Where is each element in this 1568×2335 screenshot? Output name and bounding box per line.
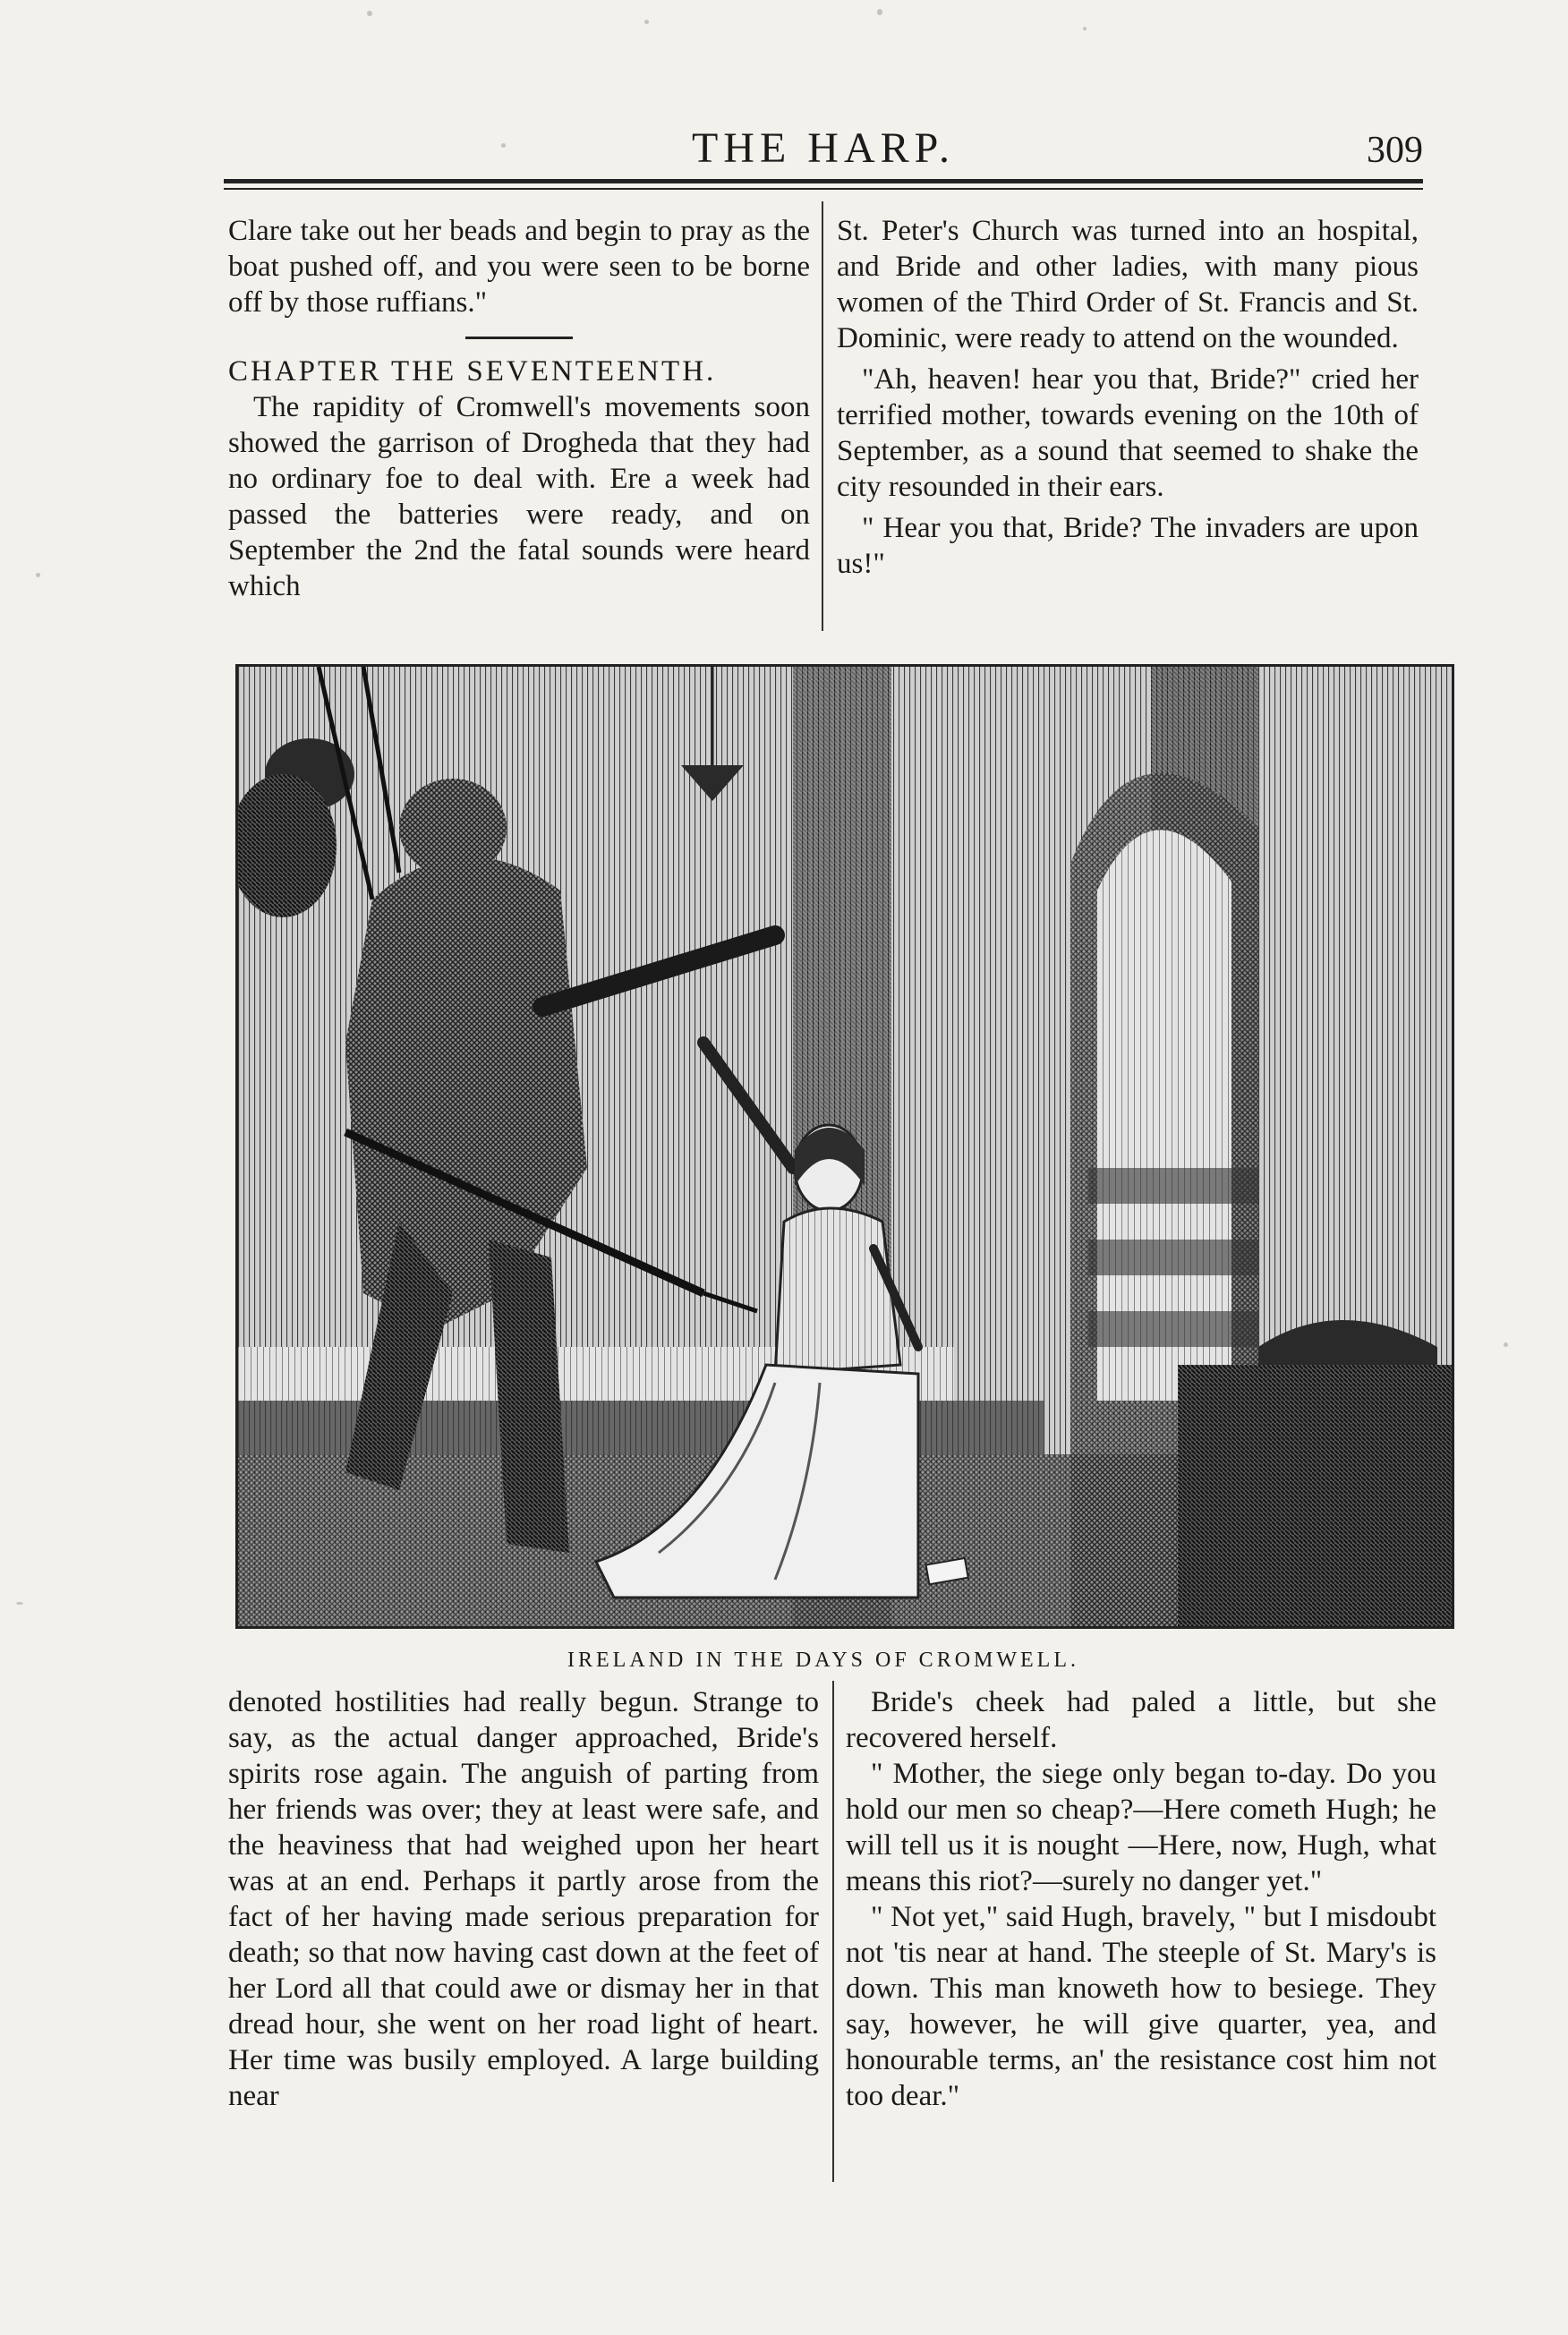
print-speck — [1083, 27, 1087, 30]
column-divider — [822, 201, 823, 631]
print-speck — [16, 1602, 23, 1605]
top-left-column — [228, 213, 810, 604]
paragraph: " Mother, the siege only began to-day. Do you hold our men so cheap?—Here cometh Hugh; he will tell us it is nought —Here, now, Hugh, what means this riot?—surely no danger yet." — [846, 1758, 1436, 1897]
paragraph: " Not yet," said Hugh, bravely, " but I misdoubt not 'tis near at hand. The steeple of St. Mary's is down. This man knoweth how to besiege. They say, however, he will give quarter, yea, and honourable terms, an' the resistance cost him not too dear." — [846, 1901, 1436, 2112]
print-speck — [1504, 1342, 1508, 1347]
paragraph: Clare take out her beads and begin to pray as the boat pushed off, and you were seen to be borne off by those ruffians." — [228, 215, 810, 319]
bottom-right-column — [846, 1684, 1436, 2114]
print-speck — [644, 20, 649, 24]
chapter-heading: CHAPTER THE SEVENTEENTH. — [228, 355, 717, 388]
header-rule-thin — [224, 188, 1423, 190]
engraving-illustration — [235, 664, 1454, 1629]
print-speck — [367, 11, 372, 16]
paragraph: The rapidity of Cromwell's movements soon showed the garrison of Drogheda that they had no ordinary foe to deal with. Ere a week had passed the batteries were ready, and on September the 2nd the fatal sounds were heard which — [228, 391, 810, 602]
header-rule — [224, 179, 1423, 183]
section-divider — [465, 337, 573, 339]
page-number: 309 — [1367, 130, 1423, 171]
print-speck — [36, 573, 40, 577]
top-right-column — [837, 213, 1419, 582]
paragraph: Bride's cheek had paled a little, but she recovered herself. — [846, 1686, 1436, 1754]
illustration-caption: IRELAND IN THE DAYS OF CROMWELL. — [567, 1649, 1079, 1672]
running-header — [224, 116, 1423, 179]
print-speck — [877, 9, 882, 15]
paragraph: "Ah, heaven! hear you that, Bride?" cried her terrified mother, towards evening on the 10th of September, as a sound that seemed to shake the city resounded in their ears. — [837, 363, 1419, 503]
bottom-left-column — [228, 1684, 819, 2114]
running-title: THE HARP. — [691, 124, 956, 172]
paragraph: " Hear you that, Bride? The invaders are upon us!" — [837, 512, 1419, 580]
paragraph: St. Peter's Church was turned into an hospital, and Bride and other ladies, with many pious women of the Third Order of St. Francis and St. Dominic, were ready to attend on the wounded. — [837, 215, 1419, 354]
column-divider — [832, 1681, 834, 2182]
paragraph: denoted hostilities had really begun. Strange to say, as the actual danger approached, Bride's spirits rose again. The anguish of parting from her friends was over; they at least were safe, and the heaviness that had weighed upon her heart was at an end. Perhaps it partly arose from the fact of her having made serious preparation for death; so that now having cast down at the feet of her Lord all that could awe or dismay her in that dread hour, she went on her road light of heart. Her time was busily employed. A large building near — [228, 1686, 819, 2112]
